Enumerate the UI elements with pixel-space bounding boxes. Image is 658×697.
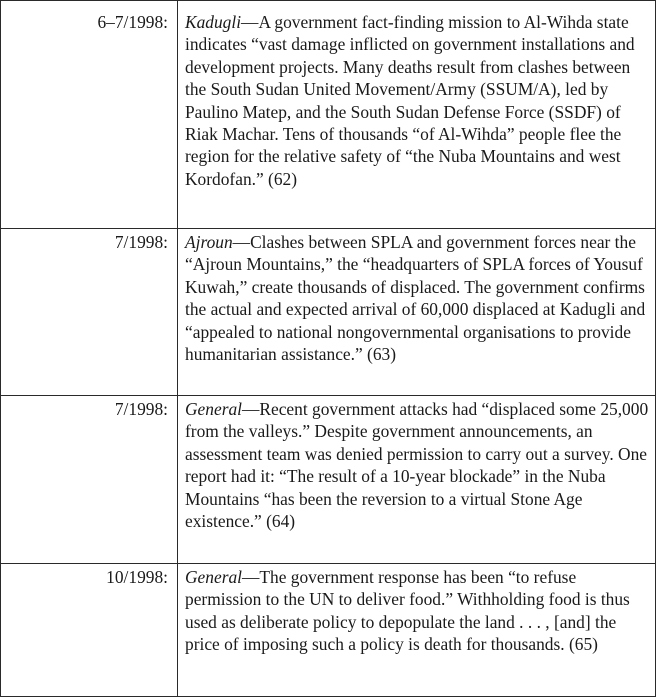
entry-cell xyxy=(178,564,656,697)
date-cell: 7/1998: xyxy=(1,396,178,564)
table-row xyxy=(1,564,656,697)
table-row xyxy=(1,229,656,396)
entry-cell xyxy=(178,1,656,229)
place-name: Ajroun xyxy=(185,232,233,252)
entry-text: —Recent government attacks had “displaced some 25,000 from the valleys.” Despite government announcements, an assessment team was denied permission to carry out a survey. One report had it: “The result of a 10-year blockade” in the Nuba Mountains “has been the reversion to a virtual Stone Age existence.” (64) xyxy=(185,399,649,532)
date-cell: 6–7/1998: xyxy=(1,1,178,229)
entry-cell xyxy=(178,229,656,396)
entry-text: —Clashes between SPLA and government forces near the “Ajroun Mountains,” the “headquarters of SPLA forces of Yousuf Kuwah,” create thousands of displaced. The government confirms the actual and expected arrival of 60,000 displaced at Kadugli and “appealed to national nongovernmental organisations to provide humanitarian assistance.” (63) xyxy=(185,232,646,365)
place-name: Kadugli xyxy=(185,12,242,32)
table-row xyxy=(1,396,656,564)
entry-text: —The government response has been “to refuse permission to the UN to deliver food.” Withholding food is thus used as deliberate policy to depopulate the land . . . , [and] the price of imposing such a policy is death for thousands. (65) xyxy=(185,567,630,655)
entry-cell xyxy=(178,396,656,564)
place-name: General xyxy=(185,567,242,587)
entry-text: —A government fact-finding mission to Al-Wihda state indicates “vast damage inflicted on government installations and development projects. Many deaths result from clashes between the South Sudan United Movement/Army (SSUM/A), led by Paulino Matep, and the South Sudan Defense Force (SSDF) of Riak Machar. Tens of thousands “of Al-Wihda” people flee the region for the relative safety of “the Nuba Mountains and west Kordofan.” (62) xyxy=(185,12,635,189)
date-cell: 7/1998: xyxy=(1,229,178,396)
table-row xyxy=(1,1,656,229)
date-cell: 10/1998: xyxy=(1,564,178,697)
place-name: General xyxy=(185,399,242,419)
